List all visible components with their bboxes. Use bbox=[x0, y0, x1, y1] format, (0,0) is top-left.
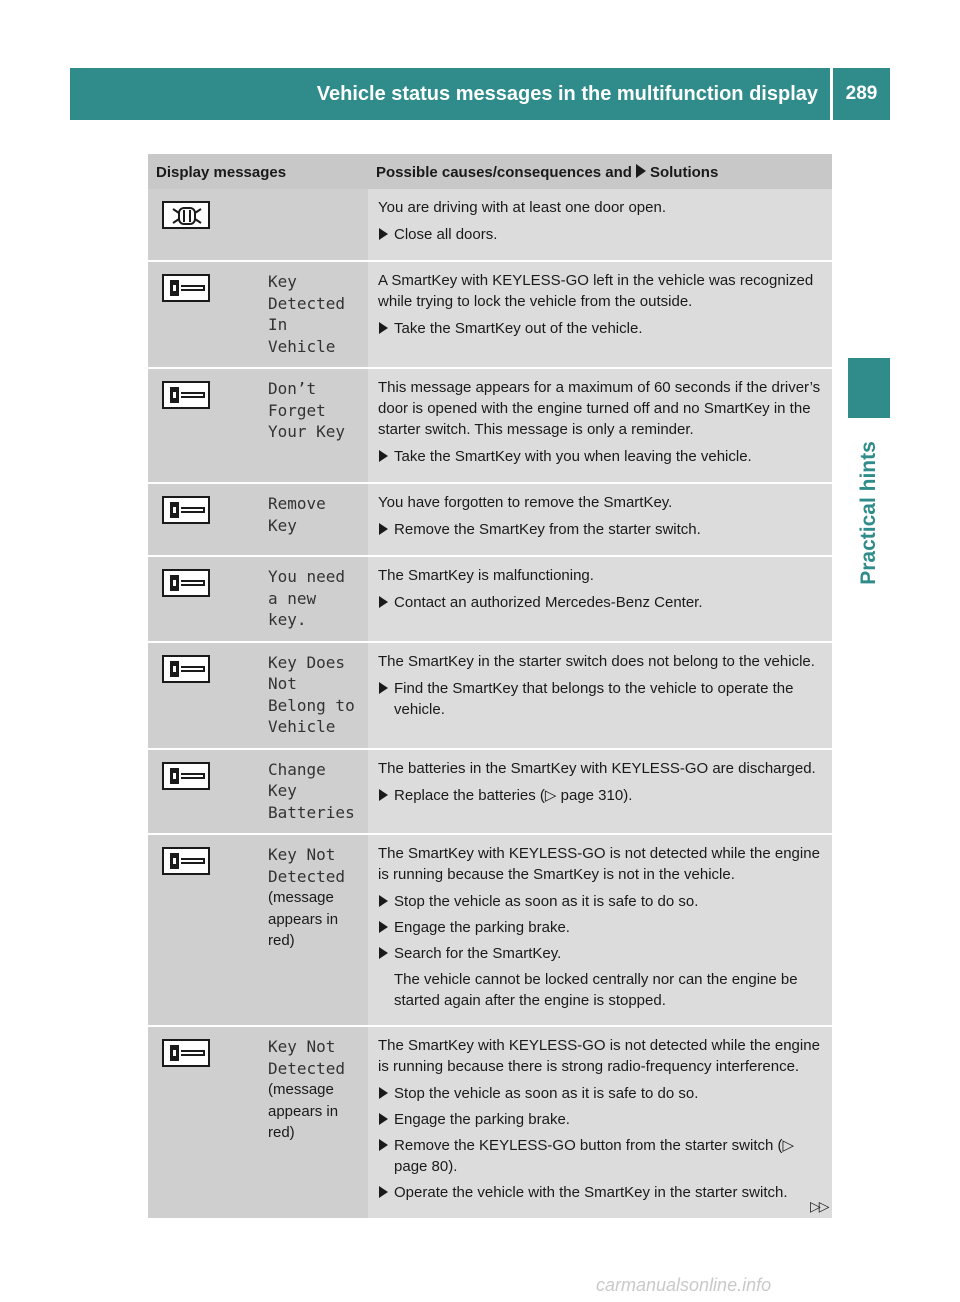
display-message: Key Not Detected bbox=[268, 845, 346, 886]
solution-step-text: Stop the vehicle as soon as it is safe to do so. bbox=[394, 1085, 699, 1102]
solution-step-text: Search for the SmartKey. bbox=[394, 945, 562, 962]
key-icon bbox=[162, 655, 210, 683]
solution-step-text: Stop the vehicle as soon as it is safe to do so. bbox=[394, 893, 699, 910]
display-message: Key Not Detected bbox=[268, 1037, 346, 1078]
table-row bbox=[148, 368, 832, 483]
icon-cell bbox=[148, 556, 258, 642]
table-row bbox=[148, 556, 832, 642]
solution-step-text: Engage the parking brake. bbox=[394, 919, 570, 936]
door-open-icon bbox=[162, 201, 210, 229]
column-header-causes bbox=[368, 154, 832, 189]
solution-step bbox=[378, 891, 828, 912]
solution-step bbox=[378, 318, 828, 339]
arrow-icon bbox=[379, 921, 388, 933]
arrow-icon bbox=[379, 228, 388, 240]
cause-text: The SmartKey in the starter switch does not belong to the vehicle. bbox=[378, 652, 815, 670]
display-message-cell bbox=[258, 368, 368, 483]
section-tab bbox=[848, 358, 890, 418]
causes-solutions-cell bbox=[368, 834, 832, 1026]
icon-cell bbox=[148, 834, 258, 1026]
key-icon bbox=[162, 762, 210, 790]
arrow-icon bbox=[379, 1139, 388, 1151]
display-message-note: (message appears in red) bbox=[268, 1081, 339, 1141]
arrow-icon bbox=[379, 450, 388, 462]
watermark: carmanualsonline.info bbox=[596, 1275, 772, 1295]
display-message-cell bbox=[258, 189, 368, 261]
solution-step bbox=[378, 943, 828, 964]
icon-cell bbox=[148, 749, 258, 835]
cause-text: You have forgotten to remove the SmartKey. bbox=[378, 494, 673, 511]
arrow-icon bbox=[379, 895, 388, 907]
table-row bbox=[148, 749, 832, 835]
display-message-cell bbox=[258, 556, 368, 642]
key-icon bbox=[162, 274, 210, 302]
arrow-icon bbox=[379, 1186, 388, 1198]
table-row bbox=[148, 261, 832, 368]
arrow-icon bbox=[379, 322, 388, 334]
arrow-icon bbox=[379, 947, 388, 959]
solution-step-text: Contact an authorized Mercedes-Benz Center. bbox=[394, 594, 703, 611]
icon-cell bbox=[148, 642, 258, 749]
solution-step bbox=[378, 678, 828, 720]
messages-table bbox=[148, 154, 832, 1220]
arrow-icon bbox=[379, 789, 388, 801]
cause-text: The batteries in the SmartKey with KEYLESS-GO are discharged. bbox=[378, 759, 816, 777]
icon-cell bbox=[148, 261, 258, 368]
solution-step-text: Operate the vehicle with the SmartKey in the starter switch. bbox=[394, 1184, 788, 1201]
arrow-icon bbox=[636, 164, 646, 178]
solution-step bbox=[378, 785, 828, 806]
causes-solutions-cell bbox=[368, 368, 832, 483]
display-message-cell bbox=[258, 261, 368, 368]
key-icon bbox=[162, 381, 210, 409]
causes-solutions-cell bbox=[368, 556, 832, 642]
solution-step bbox=[378, 446, 828, 467]
solution-step-text: Close all doors. bbox=[394, 226, 498, 243]
display-message-cell bbox=[258, 642, 368, 749]
causes-solutions-cell bbox=[368, 483, 832, 556]
display-message: Key Detected In Vehicle bbox=[268, 272, 346, 356]
solution-step bbox=[378, 1135, 828, 1177]
solution-step bbox=[378, 592, 828, 613]
step-detail: The vehicle cannot be locked centrally nor can the engine be started again after the engine is stopped. bbox=[394, 971, 798, 1009]
solution-step-text: Remove the KEYLESS-GO button from the starter switch (▷ page 80). bbox=[394, 1137, 795, 1175]
causes-solutions-cell bbox=[368, 189, 832, 261]
display-message: Remove Key bbox=[268, 494, 326, 535]
key-icon bbox=[162, 847, 210, 875]
solution-step bbox=[378, 1109, 828, 1130]
section-label-text: Practical hints bbox=[857, 440, 880, 585]
page-number: 289 bbox=[845, 83, 878, 104]
cause-text: The SmartKey with KEYLESS-GO is not detected while the engine is running because there is strong radio-frequency interference. bbox=[378, 1037, 820, 1075]
solution-step-text: Remove the SmartKey from the starter switch. bbox=[394, 521, 701, 538]
display-message: You need a new key. bbox=[268, 567, 346, 629]
solution-step bbox=[378, 917, 828, 938]
icon-cell bbox=[148, 483, 258, 556]
solution-step bbox=[378, 1083, 828, 1104]
causes-solutions-cell bbox=[368, 749, 832, 835]
display-message-cell bbox=[258, 749, 368, 835]
cause-text: The SmartKey with KEYLESS-GO is not detected while the engine is running because the SmartKey is not in the vehicle. bbox=[378, 845, 820, 883]
solution-step bbox=[378, 519, 828, 540]
key-icon bbox=[162, 496, 210, 524]
display-message-cell bbox=[258, 834, 368, 1026]
arrow-icon bbox=[379, 1113, 388, 1125]
icon-cell bbox=[148, 189, 258, 261]
cause-text: The SmartKey is malfunctioning. bbox=[378, 567, 594, 584]
table-row bbox=[148, 189, 832, 261]
column-header-display: Display messages bbox=[148, 154, 368, 189]
page-title: Vehicle status messages in the multifunction display bbox=[316, 82, 818, 105]
table-row bbox=[148, 483, 832, 556]
solution-step-text: Engage the parking brake. bbox=[394, 1111, 570, 1128]
cause-text: This message appears for a maximum of 60 seconds if the driver’s door is opened with the engine turned off and no SmartKey in the starter switch. This message is only a reminder. bbox=[378, 379, 821, 438]
table-row bbox=[148, 642, 832, 749]
arrow-icon bbox=[379, 1087, 388, 1099]
cause-text: You are driving with at least one door open. bbox=[378, 199, 666, 216]
key-icon bbox=[162, 1039, 210, 1067]
solution-step bbox=[378, 1182, 828, 1203]
display-message: Change Key Batteries bbox=[268, 759, 355, 822]
causes-solutions-cell bbox=[368, 642, 832, 749]
arrow-icon bbox=[379, 523, 388, 535]
display-message: Key Does Not Belong to Vehicle bbox=[268, 652, 355, 736]
icon-cell bbox=[148, 368, 258, 483]
table-row bbox=[148, 1026, 832, 1219]
column-header-causes-text: Possible causes/consequences and bbox=[376, 164, 632, 181]
display-message: Don’t Forget Your Key bbox=[268, 379, 346, 441]
causes-solutions-cell bbox=[368, 1026, 832, 1219]
key-icon bbox=[162, 569, 210, 597]
arrow-icon bbox=[379, 596, 388, 608]
cause-text: A SmartKey with KEYLESS-GO left in the vehicle was recognized while trying to lock the vehicle from the outside. bbox=[378, 272, 814, 310]
solution-step bbox=[378, 224, 828, 245]
display-message-cell bbox=[258, 483, 368, 556]
solution-step-text: Take the SmartKey with you when leaving the vehicle. bbox=[394, 448, 752, 465]
column-header-solutions-text: Solutions bbox=[649, 164, 719, 181]
display-message-cell bbox=[258, 1026, 368, 1219]
display-message-note: (message appears in red) bbox=[268, 889, 339, 949]
solution-step-text: Take the SmartKey out of the vehicle. bbox=[394, 320, 643, 337]
solution-step-text: Find the SmartKey that belongs to the vehicle to operate the vehicle. bbox=[394, 679, 794, 718]
table-header-row bbox=[148, 154, 832, 189]
icon-cell bbox=[148, 1026, 258, 1219]
causes-solutions-cell bbox=[368, 261, 832, 368]
arrow-icon bbox=[379, 682, 388, 694]
table-row bbox=[148, 834, 832, 1026]
solution-step-text: Replace the batteries (▷ page 310). bbox=[394, 786, 633, 804]
section-label bbox=[848, 425, 890, 600]
continue-marker: ▷▷ bbox=[810, 1198, 828, 1214]
